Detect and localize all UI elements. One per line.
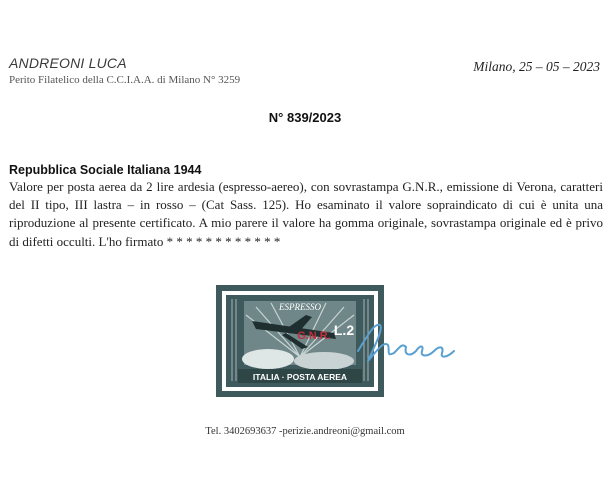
certificate-number: N° 839/2023 — [268, 110, 342, 125]
stamp-overprint: G.N.R. — [297, 330, 331, 342]
stamp-top-text: ESPRESSO — [279, 302, 321, 312]
signature — [350, 315, 460, 370]
stamp-bottom-text: ITALIA · POSTA AEREA — [252, 372, 348, 382]
place-date: Milano, 25 – 05 – 2023 — [473, 59, 600, 74]
contact-line: Tel. 3402693637 -perizie.andreoni@gmail.com — [205, 426, 405, 437]
section-heading: Repubblica Sociale Italiana 1944 — [9, 163, 202, 177]
stamp-value: L.2 — [333, 322, 355, 338]
expert-name: ANDREONI LUCA — [9, 55, 127, 71]
expert-title: Perito Filatelico della C.C.I.A.A. di Milano N° 3259 — [9, 74, 241, 86]
certificate-description: Valore per posta aerea da 2 lire ardesia (espresso-aereo), con sovrastampa G.N.R., emissione di Verona, caratteri del II tipo, III lastra – in rosso – (Cat Sass. 125). Ho esaminato il valore sopraindicato di cui è unita una riproduzione al presente certificato. A mio parere il valore ha gomma originale, sovrastampa originale ed è privo di difetti occulti. L'ho firmato * * * * * * * * * * * * — [9, 179, 603, 249]
